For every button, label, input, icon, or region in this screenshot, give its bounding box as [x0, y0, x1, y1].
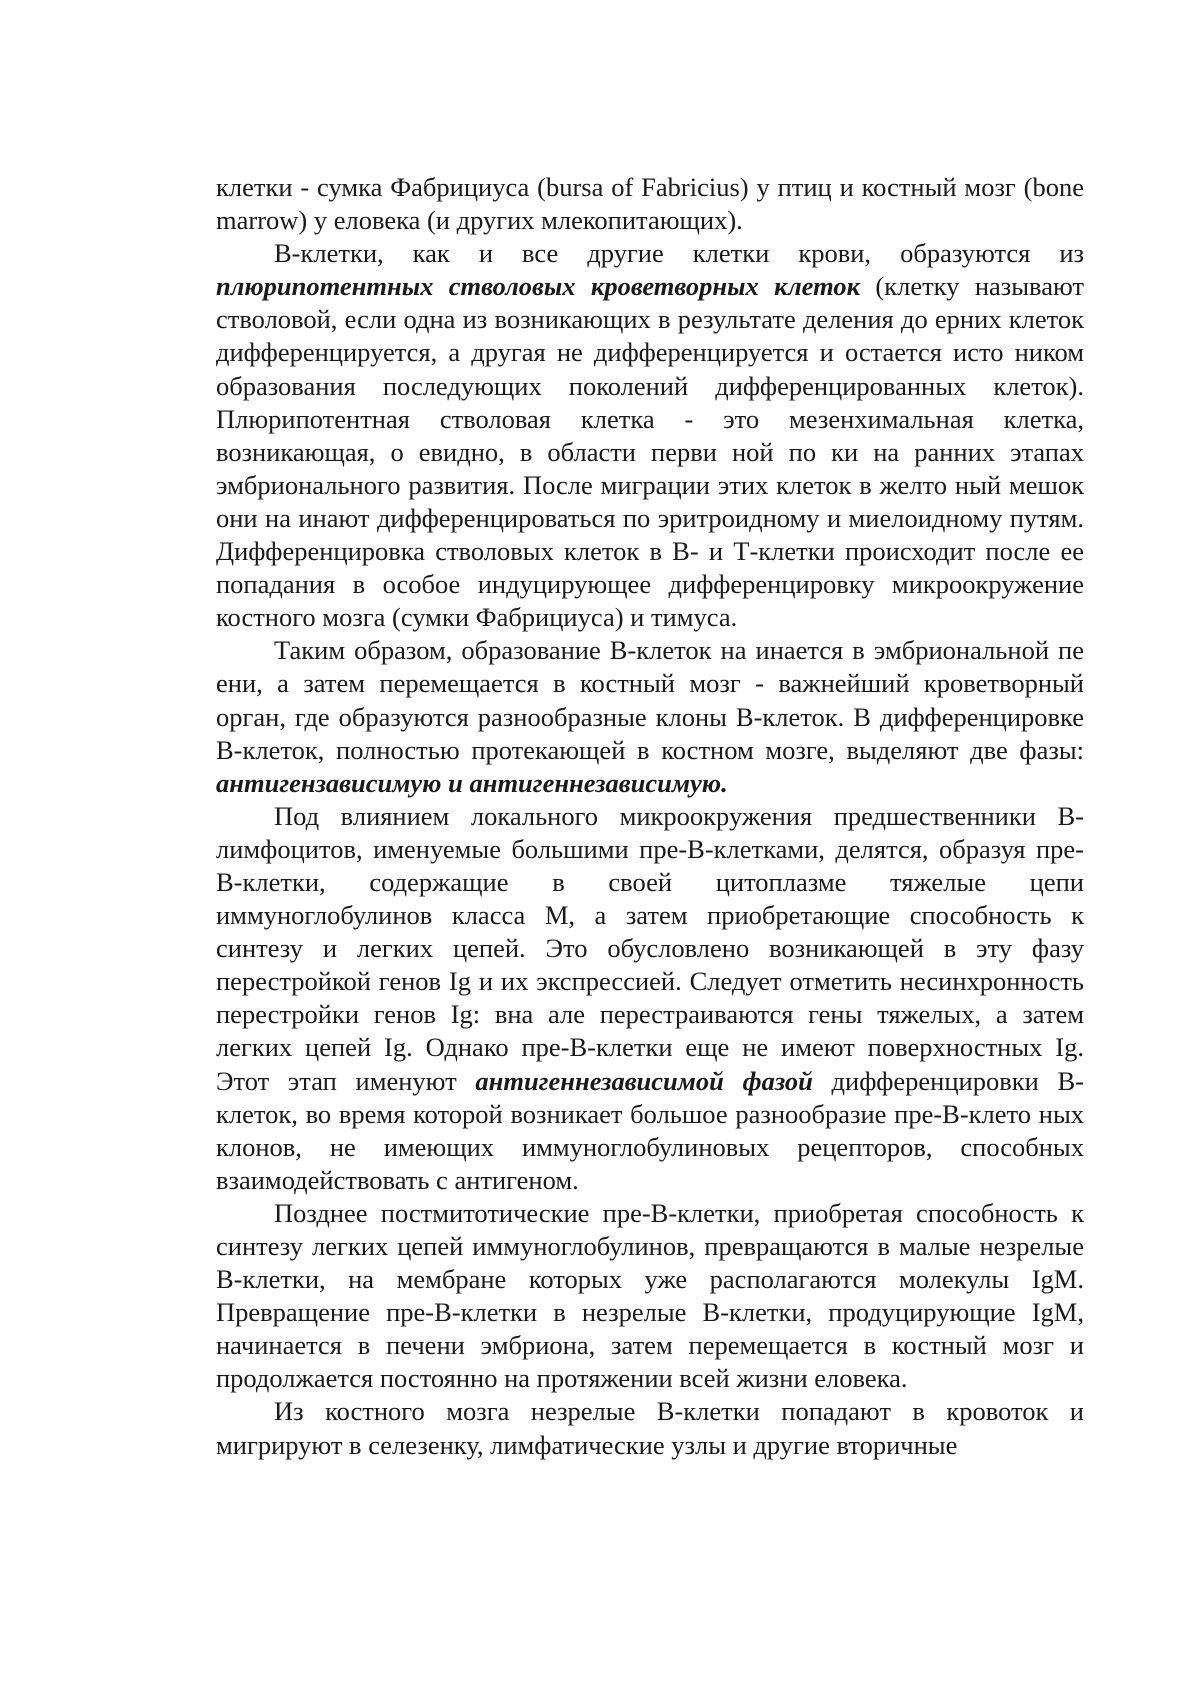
paragraph-6 — [216, 1395, 1084, 1461]
paragraph-5 — [216, 1197, 1084, 1396]
emphasis-term: антигензависимую и антигеннезависимую. — [216, 767, 728, 798]
paragraph-2 — [216, 237, 1084, 634]
document-page — [216, 171, 1084, 1462]
paragraph-3 — [216, 634, 1084, 799]
text-run: клетки - сумка Фабрициуса (bursa of Fabricius) у птиц и костный мозг (bone marrow) у еловека (и других млекопитающих). — [216, 172, 1084, 236]
text-run: (клетку называют стволовой, если одна из возникающих в результате деления до ерних клеток дифференцируется, а другая не дифференцируется и остается исто ником образования последующих поколений дифференцированных клеток). Плюрипотентная стволовая клетка - это мезенхимальная клетка, возникающая, о евидно, в области перви ной по ки на ранних этапах эмбрионального развития. После миграции этих клеток в желто ный мешок они на инают дифференцироваться по эритроидному и миелоидному путям. Дифференцировка стволовых клеток в В- и Т-клетки происходит после ее попадания в особое индуцирующее дифференцировку микроокружение костного мозга (сумки Фабрициуса) и тимуса. — [216, 271, 1084, 633]
text-run: Из костного мозга незрелые В-клетки попадают в кровоток и мигрируют в селезенку, лимфатические узлы и другие вторичные — [216, 1396, 1084, 1460]
text-run: дифференцировки В-клеток, во время которой возникает большое разнообразие пре-В-клето ных клонов, не имеющих иммуноглобулиновых рецепторов, способных взаимодействовать с антигеном. — [216, 1065, 1084, 1195]
emphasis-term: плюрипотентных стволовых кроветворных клеток — [216, 271, 861, 302]
emphasis-term: антигеннезависимой фазой — [475, 1065, 813, 1096]
text-run: Позднее постмитотические пре-В-клетки, приобретая способность к синтезу легких цепей иммуноглобулинов, превращаются в малые незрелые В-клетки, на мембране которых уже располагаются молекулы IgM. Превращение пре-В-клетки в незрелые В-клетки, продуцирующие IgM, начинается в печени эмбриона, затем перемещается в костный мозг и продолжается постоянно на протяжении всей жизни еловека. — [216, 1197, 1084, 1394]
text-run: Под влиянием локального микроокружения предшественники В-лимфоцитов, именуемые большими пре-В-клетками, делятся, образуя пре-В-клетки, содержащие в своей цитоплазме тяжелые цепи иммуноглобулинов класса М, а затем приобретающие способность к синтезу и легких цепей. Это обусловлено возникающей в эту фазу перестройкой генов Ig и их экспрессией. Следует отметить несинхронность перестройки генов Ig: вна але перестраиваются гены тяжелых, а затем легких цепей Ig. Однако пре-В-клетки еще не имеют поверхностных Ig. Этот этап именуют — [216, 800, 1084, 1096]
paragraph-4 — [216, 800, 1084, 1197]
text-run: Таким образом, образование В-клеток на инается в эмбриональной пе ени, а затем перемещается в костный мозг - важнейший кроветворный орган, где образуются разнообразные клоны В-клеток. В дифференцировке В-клеток, полностью протекающей в костном мозге, выделяют две фазы: — [216, 635, 1084, 765]
paragraph-1 — [216, 171, 1084, 237]
text-run: В-клетки, как и все другие клетки крови, образуются из — [274, 238, 1084, 269]
